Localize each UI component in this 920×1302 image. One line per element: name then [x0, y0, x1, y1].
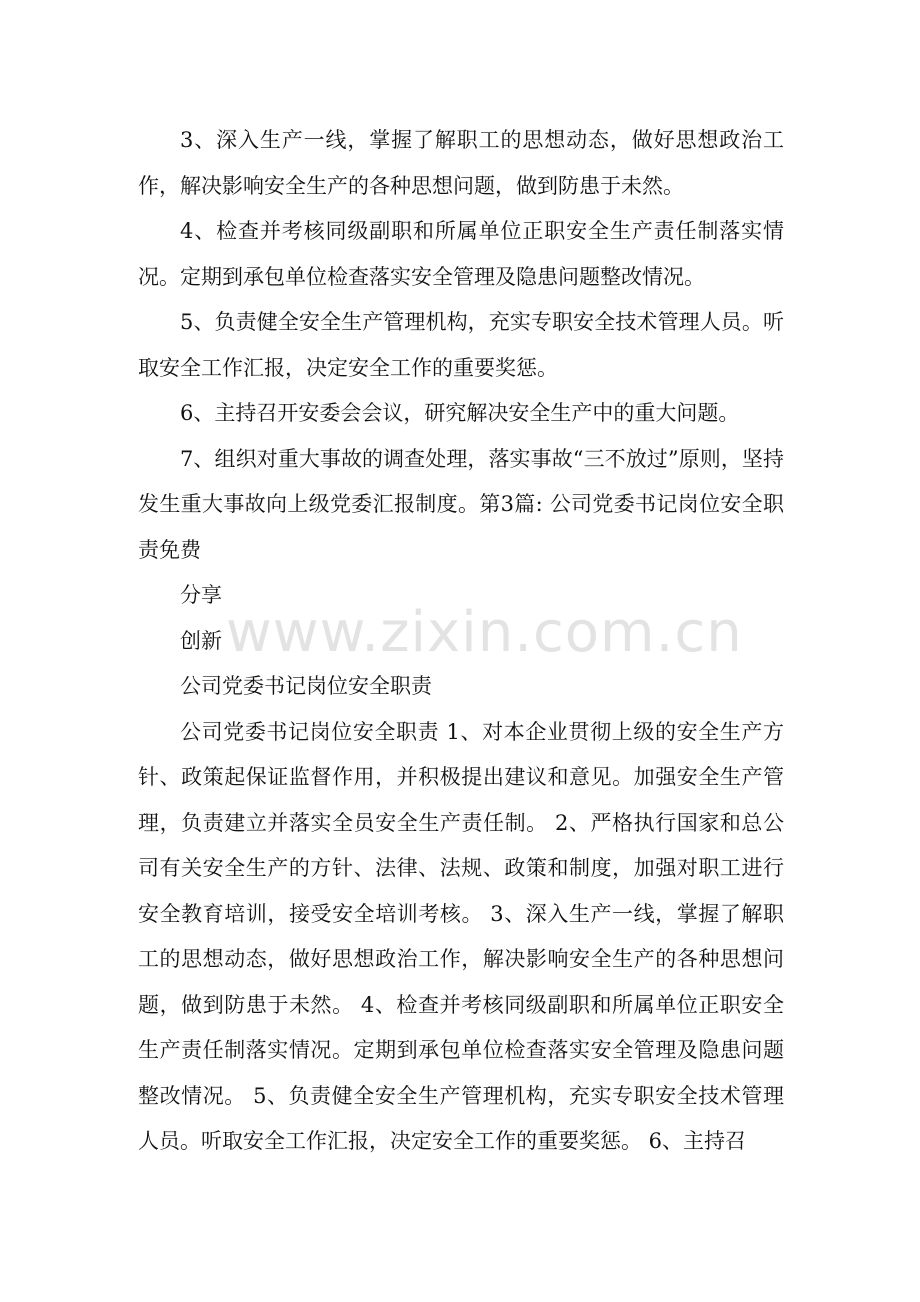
document-body [138, 118, 784, 1165]
section-body-paragraph: 公司党委书记岗位安全职责 1、对本企业贯彻上级的安全生产方针、政策起保证监督作用，并积极提出建议和意见。加强安全生产管理，负责建立并落实全员安全生产责任制。 2、严格执行国家和总公司有关安全生产的方针、法律、法规、政策和制度，加强对职工进行安全教育培训，接受安全培训考核。 3、深入生产一线，掌握了解职工的思想动态，做好思想政治工作，解决影响安全生产的各种思想问题，做到防患于未然。 4、检查并考核同级副职和所属单位正职安全生产责任制落实情况。定期到承包单位检查落实安全管理及隐患问题整改情况。 5、负责健全安全生产管理机构，充实专职安全技术管理人员。听取安全工作汇报，决定安全工作的重要奖惩。 6、主持召 [138, 719, 784, 1153]
innovation-label: 创新 [180, 628, 222, 653]
paragraph-item-5: 5、负责健全安全生产管理机构，充实专职安全技术管理人员。听取安全工作汇报，决定安全工作的重要奖惩。 [138, 310, 784, 380]
share-label: 分享 [180, 583, 222, 607]
watermark-text: www.zixin.com.cn [226, 600, 743, 665]
paragraph-item-4: 4、检查并考核同级副职和所属单位正职安全生产责任制落实情况。定期到承包单位检查落实安全管理及隐患问题整改情况。 [138, 219, 784, 289]
section-title: 公司党委书记岗位安全职责 [180, 674, 432, 698]
paragraph-item-6: 6、主持召开安委会会议，研究解决安全生产中的重大问题。 [180, 401, 740, 425]
paragraph-item-7: 7、组织对重大事故的调查处理，落实事故“三不放过”原则，坚持发生重大事故向上级党委汇报制度。第3篇: 公司党委书记岗位安全职责免费 [138, 446, 784, 562]
paragraph-item-3: 3、深入生产一线，掌握了解职工的思想动态，做好思想政治工作，解决影响安全生产的各种思想问题，做到防患于未然。 [138, 128, 784, 198]
